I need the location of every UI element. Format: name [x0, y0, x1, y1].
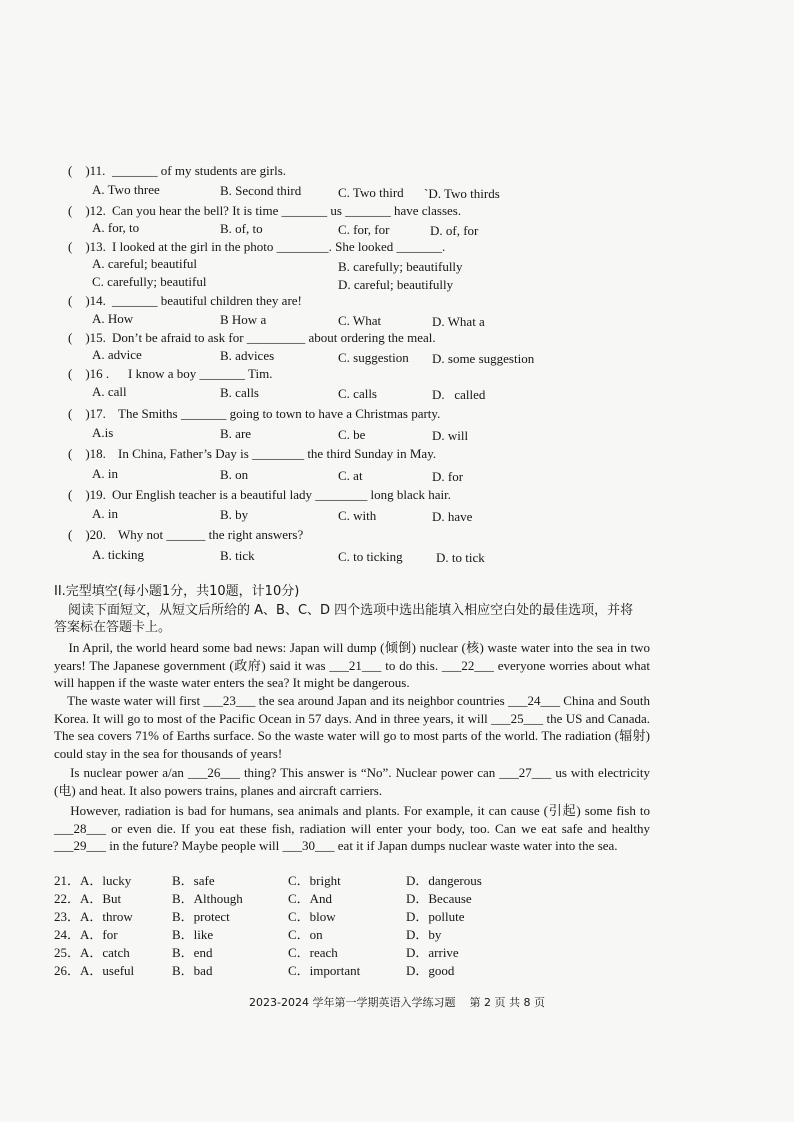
section-instruction: 答案标在答题卡上。	[54, 620, 172, 635]
section-title: II.完型填空(每小题1分，共10题，计10分)	[54, 584, 300, 599]
question-number: ( )19.	[68, 487, 106, 502]
option-c: C．bright	[288, 873, 341, 888]
option-a: A．useful	[80, 963, 135, 978]
option-a: A．lucky	[80, 873, 132, 888]
option-a: A．catch	[80, 945, 130, 960]
passage-paragraph: However, radiation is bad for humans, sea animals and plants. For example, it can cause (引起) some fish to ___28___ or even die. If you eat these fish, radiation will enter your body, too. Can we eat safe and healthy ___29___ in the future? Maybe people will ___30___ eat it if Japan dumps nuclear waste water into the sea.	[54, 803, 650, 853]
option-b: B. are	[220, 426, 252, 441]
cloze-number: 21．	[54, 873, 81, 888]
option-c: C．important	[288, 963, 361, 978]
cloze-option-row	[54, 927, 514, 943]
option-b: B. carefully; beautifully	[338, 259, 463, 274]
cloze-option-row	[54, 873, 514, 889]
question-stem: I looked at the girl in the photo ________. She looked _______.	[112, 239, 446, 254]
passage-paragraph: Is nuclear power a/an ___26___ thing? This answer is “No”. Nuclear power can ___27___ us with electricity (电) and heat. It also powers trains, planes and aircraft carriers.	[54, 765, 650, 798]
option-c: C. with	[338, 508, 377, 523]
option-c: C. at	[338, 468, 363, 483]
page-footer: 2023-2024 学年第一学期英语入学练习题 第 2 页 共 8 页	[249, 996, 545, 1009]
option-a: A. for, to	[92, 220, 140, 235]
option-d: D. careful; beautifully	[338, 277, 454, 292]
option-b: B．like	[172, 927, 214, 942]
option-a: A. in	[92, 466, 118, 481]
option-b: B. advices	[220, 348, 275, 363]
question-number: ( )13.	[68, 239, 106, 254]
cloze-number: 22．	[54, 891, 81, 906]
option-c: C．on	[288, 927, 323, 942]
option-b: B How a	[220, 312, 267, 327]
option-a: A. How	[92, 311, 134, 326]
option-d: D. to tick	[436, 550, 485, 565]
question-stem: Can you hear the bell? It is time _______ us _______ have classes.	[112, 203, 462, 218]
option-a: A. call	[92, 384, 127, 399]
option-d: D. of, for	[430, 223, 479, 238]
option-b: B．bad	[172, 963, 213, 978]
option-b: B. of, to	[220, 221, 263, 236]
question-number: ( )15.	[68, 330, 106, 345]
option-c: C．reach	[288, 945, 338, 960]
question-number: ( )11.	[68, 163, 106, 178]
option-a: A．throw	[80, 909, 133, 924]
cloze-number: 25．	[54, 945, 81, 960]
question-stem: I know a boy _______ Tim.	[128, 366, 273, 381]
cloze-option-row	[54, 945, 514, 961]
cloze-option-row	[54, 963, 514, 979]
cloze-number: 26．	[54, 963, 81, 978]
cloze-number: 23．	[54, 909, 81, 924]
option-c: C. carefully; beautiful	[92, 274, 207, 289]
question-stem: _______ of my students are girls.	[112, 163, 287, 178]
question-number: ( )18.	[68, 446, 106, 461]
section-instruction: 阅读下面短文，从短文后所给的 A、B、C、D 四个选项中选出能填入相应空白处的最佳选项，并将	[68, 603, 634, 618]
option-a: A. careful; beautiful	[92, 256, 198, 271]
question-number: ( )20.	[68, 527, 106, 542]
question-number: ( )16 .	[68, 366, 110, 381]
passage-paragraph: In April, the world heard some bad news: Japan will dump (倾倒) nuclear (核) waste water into the sea in two years! The Japanese government (政府) said it was ___21___ to do this. ___22___ everyone worries about what will happen if the waste water enters the sea? It might be dangerous.	[54, 640, 650, 690]
question-stem: In China, Father’s Day is ________ the third Sunday in May.	[118, 446, 437, 461]
option-d: D．pollute	[406, 909, 465, 924]
option-b: B．Although	[172, 891, 243, 906]
question-stem: _______ beautiful children they are!	[112, 293, 302, 308]
option-b: B. tick	[220, 548, 255, 563]
option-b: B．end	[172, 945, 213, 960]
question-stem: Don’t be afraid to ask for _________ about ordering the meal.	[112, 330, 436, 345]
option-c: C. for, for	[338, 222, 390, 237]
option-b: B．protect	[172, 909, 230, 924]
option-d: D．dangerous	[406, 873, 482, 888]
option-a: A. ticking	[92, 547, 144, 562]
option-a: A. advice	[92, 347, 142, 362]
passage-paragraph: The waste water will first ___23___ the sea around Japan and its neighbor countries ___24___ China and South Korea. It will go to most of the Pacific Ocean in 57 days. And in three years, it will ___25___ the US and Canada. The sea covers 71% of Earths surface. So the waste water will go to most parts of the world. The radiation (辐射) could stay in the sea for thousands of years!	[54, 693, 650, 761]
question-stem: The Smiths _______ going to town to have a Christmas party.	[118, 406, 441, 421]
option-b: B. Second third	[220, 183, 302, 198]
option-c: C. suggestion	[338, 350, 409, 365]
option-d: D. What a	[432, 314, 485, 329]
option-c: C. to ticking	[338, 549, 403, 564]
option-c: C. be	[338, 427, 366, 442]
option-a: A. Two three	[92, 182, 160, 197]
option-c: C. calls	[338, 386, 377, 401]
option-a: A.is	[92, 425, 114, 440]
option-d: D. for	[432, 469, 464, 484]
option-c: C．And	[288, 891, 333, 906]
option-a: A．But	[80, 891, 122, 906]
option-a: A. in	[92, 506, 118, 521]
question-stem: Why not ______ the right answers?	[118, 527, 304, 542]
option-d: D．Because	[406, 891, 472, 906]
option-d: D. will	[432, 428, 469, 443]
option-c: C. What	[338, 313, 382, 328]
question-number: ( )12.	[68, 203, 106, 218]
option-b: B. on	[220, 467, 249, 482]
cloze-option-row	[54, 909, 514, 925]
option-b: B. calls	[220, 385, 259, 400]
option-a: A．for	[80, 927, 118, 942]
option-b: B. by	[220, 507, 249, 522]
question-number: ( )17.	[68, 406, 106, 421]
option-d: D．by	[406, 927, 442, 942]
option-d: `D. Two thirds	[424, 186, 500, 201]
option-d: D. called	[432, 387, 486, 402]
question-stem: Our English teacher is a beautiful lady ________ long black hair.	[112, 487, 451, 502]
option-d: D．arrive	[406, 945, 459, 960]
option-d: D．good	[406, 963, 455, 978]
question-number: ( )14.	[68, 293, 106, 308]
option-c: C．blow	[288, 909, 336, 924]
option-b: B．safe	[172, 873, 215, 888]
option-d: D. have	[432, 509, 473, 524]
cloze-number: 24．	[54, 927, 81, 942]
option-c: C. Two third	[338, 185, 404, 200]
cloze-option-row	[54, 891, 514, 907]
option-d: D. some suggestion	[432, 351, 535, 366]
